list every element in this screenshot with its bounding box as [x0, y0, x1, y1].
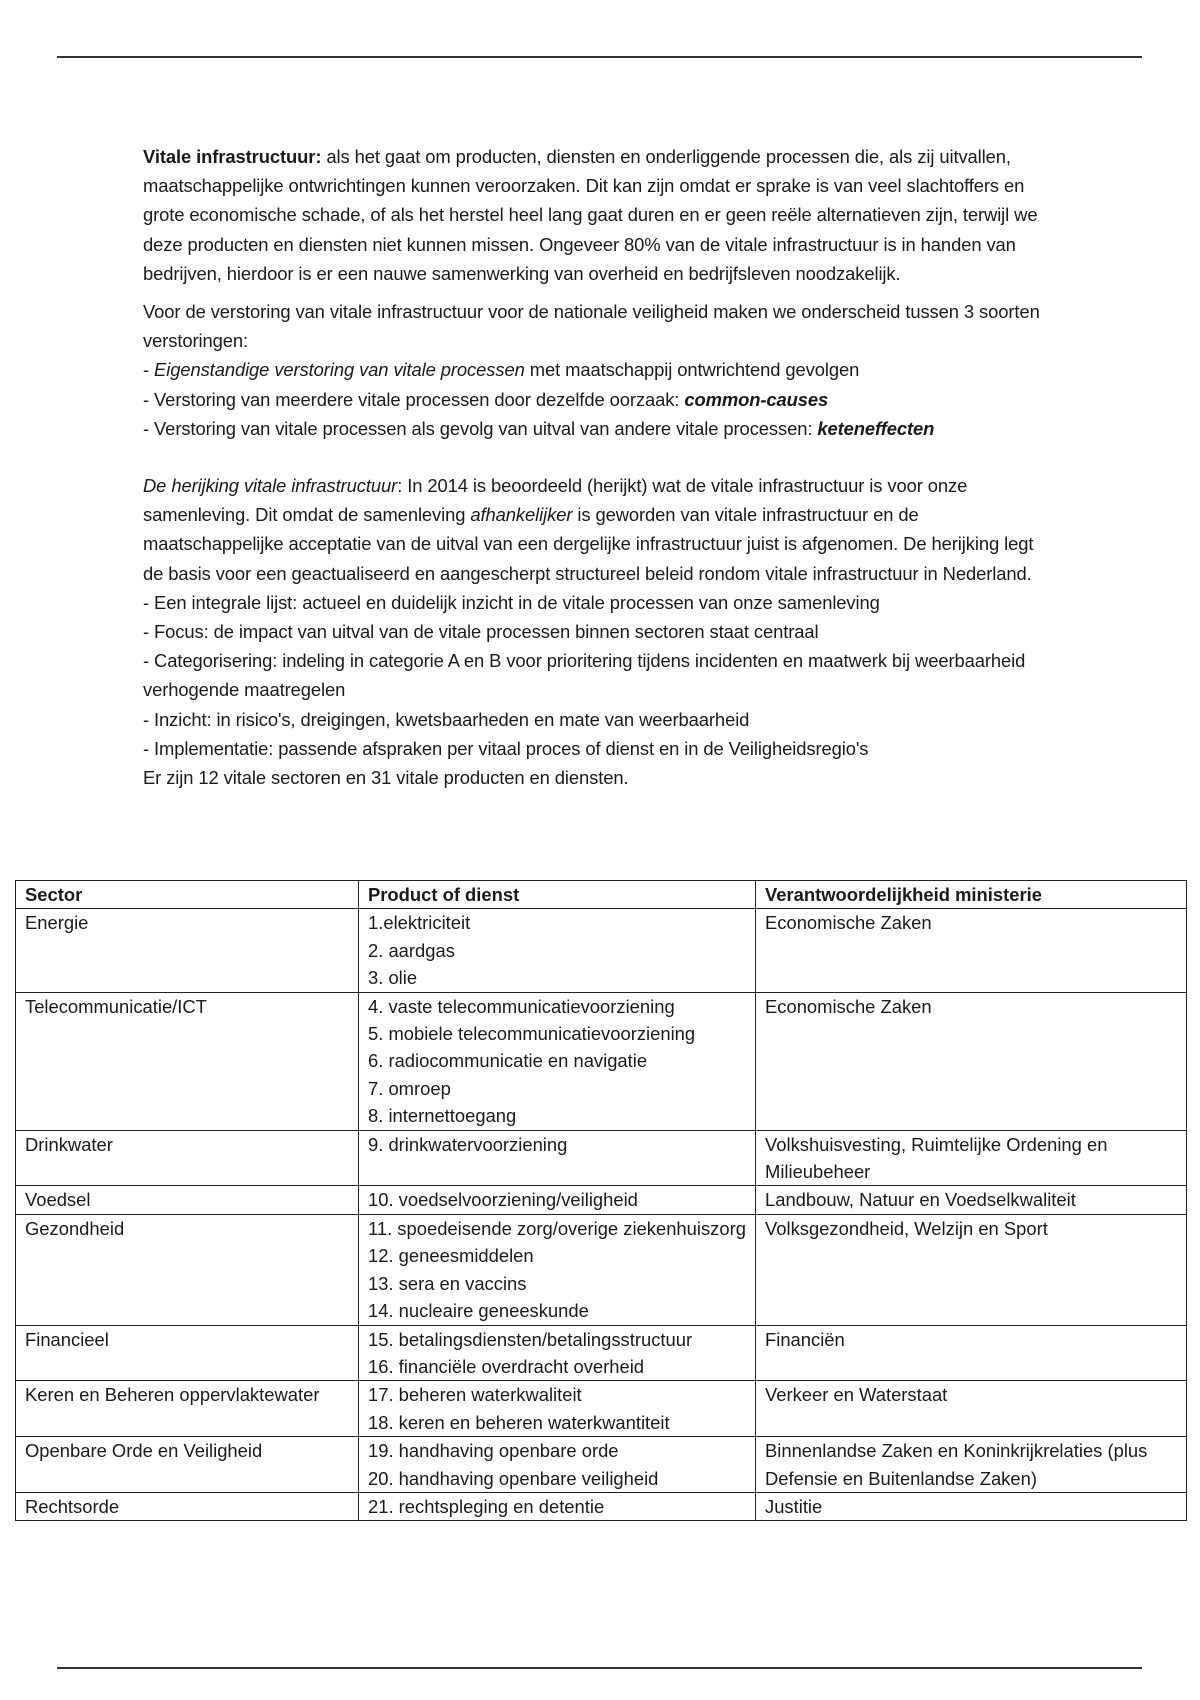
- disruptions-intro: Voor de verstoring van vitale infrastructuur voor de nationale veiligheid maken we onderscheid tussen 3 soorten verstoringen:: [143, 301, 1040, 352]
- product-item: 16. financiële overdracht overheid: [368, 1355, 645, 1377]
- sector-cell: Voedsel: [16, 1186, 359, 1214]
- product-cell: [359, 1325, 756, 1381]
- herijking-bullet: - Focus: de impact van uitval van de vitale processen binnen sectoren staat centraal: [143, 621, 819, 643]
- product-item: 1.elektriciteit: [368, 912, 471, 934]
- table-row: [16, 909, 1187, 992]
- header-rule: [57, 56, 1142, 58]
- product-item: 9. drinkwatervoorziening: [368, 1133, 568, 1155]
- product-item: 20. handhaving openbare veiligheid: [368, 1467, 659, 1489]
- product-item: 12. geneesmiddelen: [368, 1245, 534, 1267]
- product-item: 15. betalingsdiensten/betalingsstructuur: [368, 1328, 693, 1350]
- common-causes-term: common-causes: [684, 388, 829, 410]
- product-item: 21. rechtspleging en detentie: [368, 1495, 605, 1517]
- product-item: 2. aardgas: [368, 939, 455, 961]
- ministry-cell: Volkshuisvesting, Ruimtelijke Ordening en Milieubeheer: [756, 1130, 1187, 1186]
- product-item: 18. keren en beheren waterkwantiteit: [368, 1411, 670, 1433]
- product-item: 3. olie: [368, 967, 418, 989]
- intro-text: als het gaat om producten, diensten en onderliggende processen die, als zij uitvallen, maatschappelijke ontwrichtingen kunnen veroorzaken. Dit kan zijn omdat er sprake is van veel slachtoffers en grote economische schade, of als het herstel heel lang gaat duren en er geen reële alternatieven zijn, terwijl we deze producten en diensten niet kunnen missen. Ongeveer 80% van de vitale infrastructuur is in handen van bedrijven, hierdoor is er een nauwe samenwerking van overheid en bedrijfsleven noodzakelijk.: [143, 146, 1038, 284]
- product-cell: [359, 1214, 756, 1325]
- product-item: 14. nucleaire geneeskunde: [368, 1300, 589, 1322]
- sector-cell: Energie: [16, 909, 359, 992]
- product-item: 13. sera en vaccins: [368, 1272, 527, 1294]
- disruption-item-1-term: Eigenstandige verstoring van vitale processen: [154, 359, 525, 381]
- ministry-cell: Landbouw, Natuur en Voedselkwaliteit: [756, 1186, 1187, 1214]
- table-row: [16, 1437, 1187, 1493]
- product-item: 8. internettoegang: [368, 1105, 517, 1127]
- herijking-paragraph: De herijking vitale infrastructuur: In 2014 is beoordeeld (herijkt) wat de vitale infrastructuur is voor onze samenleving. Dit omdat de samenleving afhankelijker is geworden van vitale infrastructuur en de maatschappelijke acceptatie van de uitval van een dergelijke infrastructuur juist is afgenomen. De herijking legt de basis voor een geactualiseerd en aangescherpt structureel beleid rondom vitale infrastructuur in Nederland.: [143, 475, 1034, 584]
- sector-cell: Drinkwater: [16, 1130, 359, 1186]
- product-cell: [359, 1130, 756, 1186]
- header-product: Product of dienst: [359, 881, 756, 909]
- ministry-cell: Economische Zaken: [756, 992, 1187, 1130]
- sector-cell: Rechtsorde: [16, 1492, 359, 1520]
- product-cell: [359, 1381, 756, 1437]
- herijking-title: De herijking vitale infrastructuur: [143, 475, 398, 497]
- ministry-cell: Justitie: [756, 1492, 1187, 1520]
- product-cell: [359, 909, 756, 992]
- ministry-cell: Verkeer en Waterstaat: [756, 1381, 1187, 1437]
- product-cell: [359, 992, 756, 1130]
- table-row: [16, 1381, 1187, 1437]
- disruption-item-1: - Eigenstandige verstoring van vitale processen met maatschappij ontwrichtend gevolgen: [143, 359, 860, 381]
- footer-rule: [57, 1667, 1142, 1669]
- table-row: [16, 1186, 1187, 1214]
- product-item: 7. omroep: [368, 1077, 451, 1099]
- vital-sectors-table: [15, 880, 1187, 1521]
- ministry-cell: Binnenlandse Zaken en Koninkrijkrelaties (plus Defensie en Buitenlandse Zaken): [756, 1437, 1187, 1493]
- intro-term: Vitale infrastructuur:: [143, 146, 322, 167]
- sector-cell: Financieel: [16, 1325, 359, 1381]
- product-item: 11. spoedeisende zorg/overige ziekenhuiszorg: [368, 1217, 746, 1239]
- herijking-italic-word: afhankelijker: [470, 504, 573, 526]
- product-item: 10. voedselvoorziening/veiligheid: [368, 1189, 638, 1211]
- product-item: 17. beheren waterkwaliteit: [368, 1384, 582, 1406]
- sector-cell: Keren en Beheren oppervlaktewater: [16, 1381, 359, 1437]
- header-sector: Sector: [16, 881, 359, 909]
- table-row: [16, 1492, 1187, 1520]
- sector-cell: Gezondheid: [16, 1214, 359, 1325]
- sector-summary: Er zijn 12 vitale sectoren en 31 vitale producten en diensten.: [143, 767, 629, 789]
- disruption-item-3: - Verstoring van vitale processen als gevolg van uitval van andere vitale processen: keteneffecten: [143, 417, 935, 439]
- ministry-cell: Financiën: [756, 1325, 1187, 1381]
- sector-cell: Openbare Orde en Veiligheid: [16, 1437, 359, 1493]
- product-item: 19. handhaving openbare orde: [368, 1440, 619, 1462]
- product-cell: [359, 1186, 756, 1214]
- herijking-bullet: - Inzicht: in risico's, dreigingen, kwetsbaarheden en mate van weerbaarheid: [143, 708, 750, 730]
- product-cell: [359, 1492, 756, 1520]
- ministry-cell: Economische Zaken: [756, 909, 1187, 992]
- table-row: [16, 1214, 1187, 1325]
- document-body: [143, 142, 1048, 792]
- product-item: 6. radiocommunicatie en navigatie: [368, 1050, 648, 1072]
- disruption-item-2: - Verstoring van meerdere vitale processen door dezelfde oorzaak: common-causes: [143, 388, 829, 410]
- ministry-cell: Volksgezondheid, Welzijn en Sport: [756, 1214, 1187, 1325]
- product-cell: [359, 1437, 756, 1493]
- table-row: [16, 992, 1187, 1130]
- intro-paragraph: [143, 142, 1048, 288]
- keteneffecten-term: keteneffecten: [817, 417, 935, 439]
- product-item: 4. vaste telecommunicatievoorziening: [368, 995, 675, 1017]
- herijking-bullet: - Categorisering: indeling in categorie A en B voor prioritering tijdens incidenten en maatwerk bij weerbaarheid verhogende maatregelen: [143, 650, 1026, 701]
- table-header-row: [16, 881, 1187, 909]
- herijking-bullet: - Implementatie: passende afspraken per vitaal proces of dienst en in de Veiligheidsregio's: [143, 737, 869, 759]
- herijking-bullet: - Een integrale lijst: actueel en duidelijk inzicht in de vitale processen van onze samenleving: [143, 591, 880, 613]
- product-item: 5. mobiele telecommunicatievoorziening: [368, 1023, 696, 1045]
- sector-cell: Telecommunicatie/ICT: [16, 992, 359, 1130]
- table-row: [16, 1130, 1187, 1186]
- table-row: [16, 1325, 1187, 1381]
- header-ministry: Verantwoordelijkheid ministerie: [756, 881, 1187, 909]
